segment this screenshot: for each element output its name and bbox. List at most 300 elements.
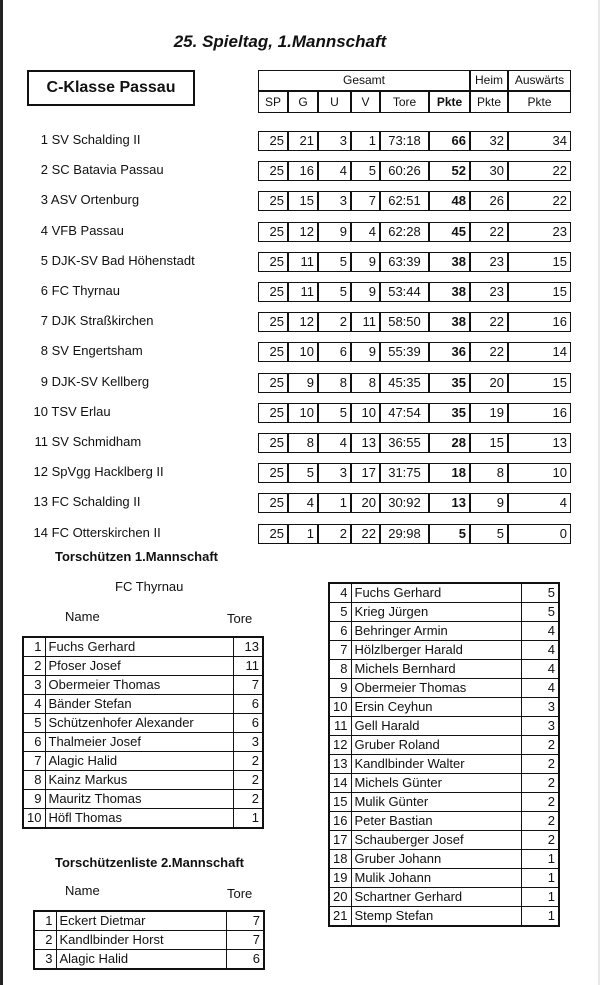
subheader-pkte: Pkte <box>429 91 470 113</box>
team-label: DJK Straßkirchen <box>51 313 154 329</box>
scorer-row <box>329 869 559 888</box>
scorer-name: Stemp Stefan <box>351 907 521 927</box>
cell-v: 1 <box>351 131 380 151</box>
scorer-row <box>329 774 559 793</box>
team-rank: 4 <box>40 222 48 238</box>
team-rank: 2 <box>40 162 48 178</box>
cell-tore: 47:54 <box>380 403 429 423</box>
scorer-rank: 17 <box>329 831 351 850</box>
subheader-ausw-pkte: Pkte <box>508 91 571 113</box>
team-rank: 3 <box>40 192 48 208</box>
team-name <box>30 313 154 328</box>
cell-u: 5 <box>318 403 351 423</box>
cell-g: 21 <box>288 131 318 151</box>
team-name <box>30 283 120 298</box>
scorer-goals: 7 <box>226 911 264 931</box>
team-label: SV Engertsham <box>51 343 143 359</box>
cell-tore: 62:28 <box>380 222 429 242</box>
scorer-goals: 2 <box>521 793 559 812</box>
scorer-goals: 2 <box>233 790 263 809</box>
scorer-goals: 2 <box>521 736 559 755</box>
cell-heim: 23 <box>470 282 508 302</box>
scorer-goals: 3 <box>233 733 263 752</box>
scorer-rank: 9 <box>23 790 45 809</box>
scorer-name: Alagic Halid <box>45 752 233 771</box>
team-rank: 14 <box>33 524 48 540</box>
scorer-name: Kandlbinder Horst <box>56 931 226 950</box>
cell-v: 22 <box>351 524 380 544</box>
scorer-row <box>23 733 263 752</box>
team-rank: 12 <box>33 464 48 480</box>
scorer-row <box>329 679 559 698</box>
team-label: SpVgg Hacklberg II <box>51 464 164 480</box>
scorer-name: Krieg Jürgen <box>351 603 521 622</box>
team-label: TSV Erlau <box>51 403 111 419</box>
team-name <box>30 494 141 509</box>
cell-heim: 30 <box>470 161 508 181</box>
scorer-row <box>23 657 263 676</box>
scorer-goals: 2 <box>521 774 559 793</box>
scorer-name: Obermeier Thomas <box>45 676 233 695</box>
scorers1-tore-header: Tore <box>227 611 253 626</box>
team-name <box>30 343 143 358</box>
scorer-goals: 13 <box>233 637 263 657</box>
cell-tore: 63:39 <box>380 252 429 272</box>
cell-tore: 58:50 <box>380 312 429 332</box>
scorer-rank: 8 <box>329 660 351 679</box>
cell-heim: 20 <box>470 373 508 393</box>
cell-tore: 45:35 <box>380 373 429 393</box>
scorer-rank: 1 <box>23 637 45 657</box>
scorers2-table-left <box>33 910 265 970</box>
scorer-name: Mauritz Thomas <box>45 790 233 809</box>
scorer-row <box>34 911 264 931</box>
scorers2-name-header: Name <box>65 883 100 898</box>
header-gesamt-label: Gesamt <box>342 73 385 87</box>
scorer-goals: 7 <box>233 676 263 695</box>
scorer-row <box>329 793 559 812</box>
scorer-goals: 11 <box>233 657 263 676</box>
scorer-row <box>23 637 263 657</box>
scorer-name: Michels Bernhard <box>351 660 521 679</box>
team-name <box>30 192 139 207</box>
team-name <box>30 253 195 268</box>
cell-sp: 25 <box>258 282 288 302</box>
scorer-goals: 5 <box>521 603 559 622</box>
scorer-rank: 5 <box>23 714 45 733</box>
team-label: FC Otterskirchen II <box>51 524 161 540</box>
cell-tore: 55:39 <box>380 342 429 362</box>
cell-v: 4 <box>351 222 380 242</box>
scorer-name: Kainz Markus <box>45 771 233 790</box>
cell-g: 12 <box>288 222 318 242</box>
cell-g: 5 <box>288 463 318 483</box>
cell-g: 12 <box>288 312 318 332</box>
team-rank: 13 <box>33 494 48 510</box>
scorer-goals: 2 <box>521 755 559 774</box>
header-auswaerts-label: Auswärts <box>514 73 565 87</box>
scorer-rank: 7 <box>329 641 351 660</box>
cell-heim: 22 <box>470 312 508 332</box>
scorer-name: Höfl Thomas <box>45 809 233 829</box>
scorer-name: Fuchs Gerhard <box>351 583 521 603</box>
scorer-name: Schauberger Josef <box>351 831 521 850</box>
cell-v: 7 <box>351 191 380 211</box>
cell-heim: 15 <box>470 433 508 453</box>
cell-ausw: 4 <box>508 493 571 513</box>
cell-sp: 25 <box>258 524 288 544</box>
scorer-rank: 7 <box>23 752 45 771</box>
team-name <box>30 162 164 177</box>
cell-u: 3 <box>318 463 351 483</box>
header-heim-label: Heim <box>474 73 503 87</box>
cell-g: 9 <box>288 373 318 393</box>
cell-pkte: 66 <box>429 131 470 151</box>
cell-sp: 25 <box>258 433 288 453</box>
scorer-row <box>23 714 263 733</box>
cell-u: 2 <box>318 524 351 544</box>
team-label: SV Schalding II <box>51 132 141 147</box>
scorer-row <box>329 850 559 869</box>
scorers1-table <box>22 636 264 829</box>
subheader-g: G <box>288 91 318 113</box>
cell-v: 9 <box>351 252 380 272</box>
cell-pkte: 38 <box>429 282 470 302</box>
cell-v: 5 <box>351 161 380 181</box>
cell-g: 1 <box>288 524 318 544</box>
team-name <box>30 223 124 238</box>
scorer-goals: 3 <box>521 698 559 717</box>
scorer-row <box>23 752 263 771</box>
scorer-row <box>23 809 263 829</box>
scorer-rank: 20 <box>329 888 351 907</box>
scorer-name: Mulik Günter <box>351 793 521 812</box>
scorer-goals: 4 <box>521 679 559 698</box>
cell-g: 11 <box>288 252 318 272</box>
scorers2-title: Torschützenliste 2.Mannschaft <box>55 855 245 870</box>
scorer-row <box>329 717 559 736</box>
cell-heim: 23 <box>470 252 508 272</box>
scorer-rank: 13 <box>329 755 351 774</box>
cell-pkte: 38 <box>429 312 470 332</box>
team-label: FC Thyrnau <box>51 283 121 298</box>
scorer-name: Kandlbinder Walter <box>351 755 521 774</box>
scorer-goals: 2 <box>521 831 559 850</box>
cell-tore: 53:44 <box>380 282 429 302</box>
cell-tore: 62:51 <box>380 191 429 211</box>
cell-tore: 31:75 <box>380 463 429 483</box>
cell-pkte: 48 <box>429 191 470 211</box>
scorer-name: Mulik Johann <box>351 869 521 888</box>
cell-tore: 73:18 <box>380 131 429 151</box>
cell-u: 5 <box>318 282 351 302</box>
scorer-goals: 4 <box>521 622 559 641</box>
header-gesamt <box>258 70 470 91</box>
cell-u: 3 <box>318 191 351 211</box>
scorer-row <box>329 831 559 850</box>
team-label: FC Schalding II <box>51 494 141 510</box>
scorer-row <box>329 736 559 755</box>
scorer-goals: 3 <box>521 717 559 736</box>
scorer-goals: 1 <box>521 850 559 869</box>
team-rank: 6 <box>40 283 48 298</box>
scorers1-name-header: Name <box>65 609 100 624</box>
cell-ausw: 23 <box>508 222 571 242</box>
team-name <box>30 404 111 419</box>
scorer-row <box>23 771 263 790</box>
cell-pkte: 36 <box>429 342 470 362</box>
cell-g: 4 <box>288 493 318 513</box>
scorer-name: Ersin Ceyhun <box>351 698 521 717</box>
scorer-row <box>329 755 559 774</box>
subheader-u: U <box>318 91 351 113</box>
scorer-rank: 6 <box>23 733 45 752</box>
cell-ausw: 22 <box>508 191 571 211</box>
cell-ausw: 15 <box>508 282 571 302</box>
team-name <box>30 525 161 540</box>
scorer-rank: 8 <box>23 771 45 790</box>
cell-v: 10 <box>351 403 380 423</box>
cell-u: 9 <box>318 222 351 242</box>
team-label: DJK-SV Bad Höhenstadt <box>51 252 195 268</box>
cell-g: 11 <box>288 282 318 302</box>
cell-heim: 19 <box>470 403 508 423</box>
cell-sp: 25 <box>258 222 288 242</box>
cell-sp: 25 <box>258 493 288 513</box>
cell-u: 1 <box>318 493 351 513</box>
cell-v: 20 <box>351 493 380 513</box>
cell-v: 13 <box>351 433 380 453</box>
cell-u: 8 <box>318 373 351 393</box>
scorer-row <box>23 790 263 809</box>
scorer-row <box>329 698 559 717</box>
scorer-rank: 16 <box>329 812 351 831</box>
team-rank: 10 <box>33 403 48 419</box>
team-rank: 9 <box>40 373 48 389</box>
scorer-rank: 18 <box>329 850 351 869</box>
cell-sp: 25 <box>258 403 288 423</box>
team-rank: 8 <box>40 343 48 359</box>
scorer-row <box>329 907 559 927</box>
cell-ausw: 0 <box>508 524 571 544</box>
scorer-name: Peter Bastian <box>351 812 521 831</box>
scorer-goals: 1 <box>521 869 559 888</box>
cell-pkte: 52 <box>429 161 470 181</box>
scorer-goals: 4 <box>521 660 559 679</box>
scorer-goals: 1 <box>521 888 559 907</box>
cell-heim: 22 <box>470 222 508 242</box>
cell-pkte: 35 <box>429 403 470 423</box>
scorer-name: Alagic Halid <box>56 950 226 970</box>
cell-tore: 30:92 <box>380 493 429 513</box>
cell-heim: 5 <box>470 524 508 544</box>
cell-u: 6 <box>318 342 351 362</box>
team-name <box>30 464 164 479</box>
scorer-rank: 4 <box>23 695 45 714</box>
cell-sp: 25 <box>258 191 288 211</box>
cell-sp: 25 <box>258 252 288 272</box>
cell-ausw: 22 <box>508 161 571 181</box>
scorer-name: Bänder Stefan <box>45 695 233 714</box>
cell-g: 10 <box>288 403 318 423</box>
scorer-name: Thalmeier Josef <box>45 733 233 752</box>
scorer-rank: 11 <box>329 717 351 736</box>
scorer-goals: 1 <box>521 907 559 927</box>
cell-heim: 9 <box>470 493 508 513</box>
scorer-goals: 6 <box>226 950 264 970</box>
subheader-v: V <box>351 91 380 113</box>
team-label: SC Batavia Passau <box>51 162 164 178</box>
cell-sp: 25 <box>258 342 288 362</box>
scorer-rank: 12 <box>329 736 351 755</box>
cell-heim: 8 <box>470 463 508 483</box>
cell-ausw: 14 <box>508 342 571 362</box>
header-heim <box>470 70 508 91</box>
scorers2-tore-header: Tore <box>227 886 253 901</box>
header-auswaerts <box>508 70 571 91</box>
scorer-rank: 2 <box>23 657 45 676</box>
team-label: SV Schmidham <box>51 434 142 449</box>
scorer-goals: 4 <box>521 641 559 660</box>
cell-sp: 25 <box>258 373 288 393</box>
scorer-rank: 19 <box>329 869 351 888</box>
cell-u: 4 <box>318 161 351 181</box>
scorer-name: Gruber Roland <box>351 736 521 755</box>
scorer-name: Schartner Gerhard <box>351 888 521 907</box>
scorer-rank: 5 <box>329 603 351 622</box>
scorer-goals: 1 <box>233 809 263 829</box>
cell-u: 3 <box>318 131 351 151</box>
scorer-goals: 2 <box>521 812 559 831</box>
scorer-name: Gruber Johann <box>351 850 521 869</box>
scorer-rank: 10 <box>23 809 45 829</box>
cell-heim: 26 <box>470 191 508 211</box>
team-name <box>30 132 141 147</box>
cell-tore: 60:26 <box>380 161 429 181</box>
cell-pkte: 5 <box>429 524 470 544</box>
scorer-goals: 5 <box>521 583 559 603</box>
cell-ausw: 13 <box>508 433 571 453</box>
scorer-row <box>34 931 264 950</box>
cell-ausw: 15 <box>508 373 571 393</box>
scorer-row <box>329 622 559 641</box>
cell-ausw: 10 <box>508 463 571 483</box>
scorer-row <box>329 603 559 622</box>
cell-ausw: 16 <box>508 403 571 423</box>
scorer-row <box>329 583 559 603</box>
cell-v: 9 <box>351 282 380 302</box>
scorer-row <box>329 812 559 831</box>
cell-g: 8 <box>288 433 318 453</box>
team-rank: 11 <box>34 434 48 449</box>
team-label: ASV Ortenburg <box>50 192 140 208</box>
team-rank: 1 <box>40 132 48 147</box>
scorers1-team: FC Thyrnau <box>115 579 184 594</box>
scorers1-title: Torschützen 1.Mannschaft <box>55 549 219 564</box>
cell-g: 15 <box>288 191 318 211</box>
scorer-row <box>329 660 559 679</box>
scorer-rank: 2 <box>34 931 56 950</box>
cell-u: 4 <box>318 433 351 453</box>
team-label: VFB Passau <box>51 222 124 238</box>
scorer-goals: 7 <box>226 931 264 950</box>
scorer-goals: 6 <box>233 714 263 733</box>
cell-pkte: 35 <box>429 373 470 393</box>
scorer-row <box>34 950 264 970</box>
cell-u: 5 <box>318 252 351 272</box>
cell-v: 11 <box>351 312 380 332</box>
team-rank: 5 <box>40 252 48 268</box>
cell-v: 9 <box>351 342 380 362</box>
scorer-name: Pfoser Josef <box>45 657 233 676</box>
scorer-name: Eckert Dietmar <box>56 911 226 931</box>
league-title: C-Klasse Passau <box>27 70 195 106</box>
cell-sp: 25 <box>258 463 288 483</box>
scorer-name: Fuchs Gerhard <box>45 637 233 657</box>
cell-tore: 36:55 <box>380 433 429 453</box>
scorer-name: Behringer Armin <box>351 622 521 641</box>
scorers2-table-right <box>328 582 560 927</box>
cell-heim: 32 <box>470 131 508 151</box>
team-rank: 7 <box>40 313 48 329</box>
scorer-goals: 6 <box>233 695 263 714</box>
cell-heim: 22 <box>470 342 508 362</box>
scorer-goals: 2 <box>233 771 263 790</box>
scorer-row <box>23 695 263 714</box>
cell-sp: 25 <box>258 131 288 151</box>
scorer-row <box>329 888 559 907</box>
cell-ausw: 34 <box>508 131 571 151</box>
page-title: 25. Spieltag, 1.Mannschaft <box>173 32 387 51</box>
scorer-rank: 4 <box>329 583 351 603</box>
cell-sp: 25 <box>258 312 288 332</box>
cell-ausw: 15 <box>508 252 571 272</box>
scorer-rank: 21 <box>329 907 351 927</box>
cell-u: 2 <box>318 312 351 332</box>
scorer-name: Schützenhofer Alexander <box>45 714 233 733</box>
team-name <box>30 374 149 389</box>
cell-v: 8 <box>351 373 380 393</box>
scorer-row <box>23 676 263 695</box>
subheader-tore: Tore <box>380 91 429 113</box>
scorer-rank: 6 <box>329 622 351 641</box>
cell-g: 10 <box>288 342 318 362</box>
cell-tore: 29:98 <box>380 524 429 544</box>
scorer-row <box>329 641 559 660</box>
scorer-rank: 3 <box>34 950 56 970</box>
scorer-rank: 10 <box>329 698 351 717</box>
scorer-rank: 9 <box>329 679 351 698</box>
scorer-name: Michels Günter <box>351 774 521 793</box>
scorer-name: Obermeier Thomas <box>351 679 521 698</box>
subheader-heim-pkte: Pkte <box>470 91 508 113</box>
scorer-rank: 14 <box>329 774 351 793</box>
scorer-rank: 1 <box>34 911 56 931</box>
cell-v: 17 <box>351 463 380 483</box>
cell-sp: 25 <box>258 161 288 181</box>
cell-pkte: 28 <box>429 433 470 453</box>
cell-pkte: 18 <box>429 463 470 483</box>
scorer-goals: 2 <box>233 752 263 771</box>
cell-pkte: 13 <box>429 493 470 513</box>
team-label: DJK-SV Kellberg <box>51 373 150 389</box>
cell-pkte: 45 <box>429 222 470 242</box>
scorer-name: Hölzlberger Harald <box>351 641 521 660</box>
team-name <box>30 434 141 449</box>
scorer-name: Gell Harald <box>351 717 521 736</box>
scorer-rank: 15 <box>329 793 351 812</box>
subheader-sp: SP <box>258 91 288 113</box>
